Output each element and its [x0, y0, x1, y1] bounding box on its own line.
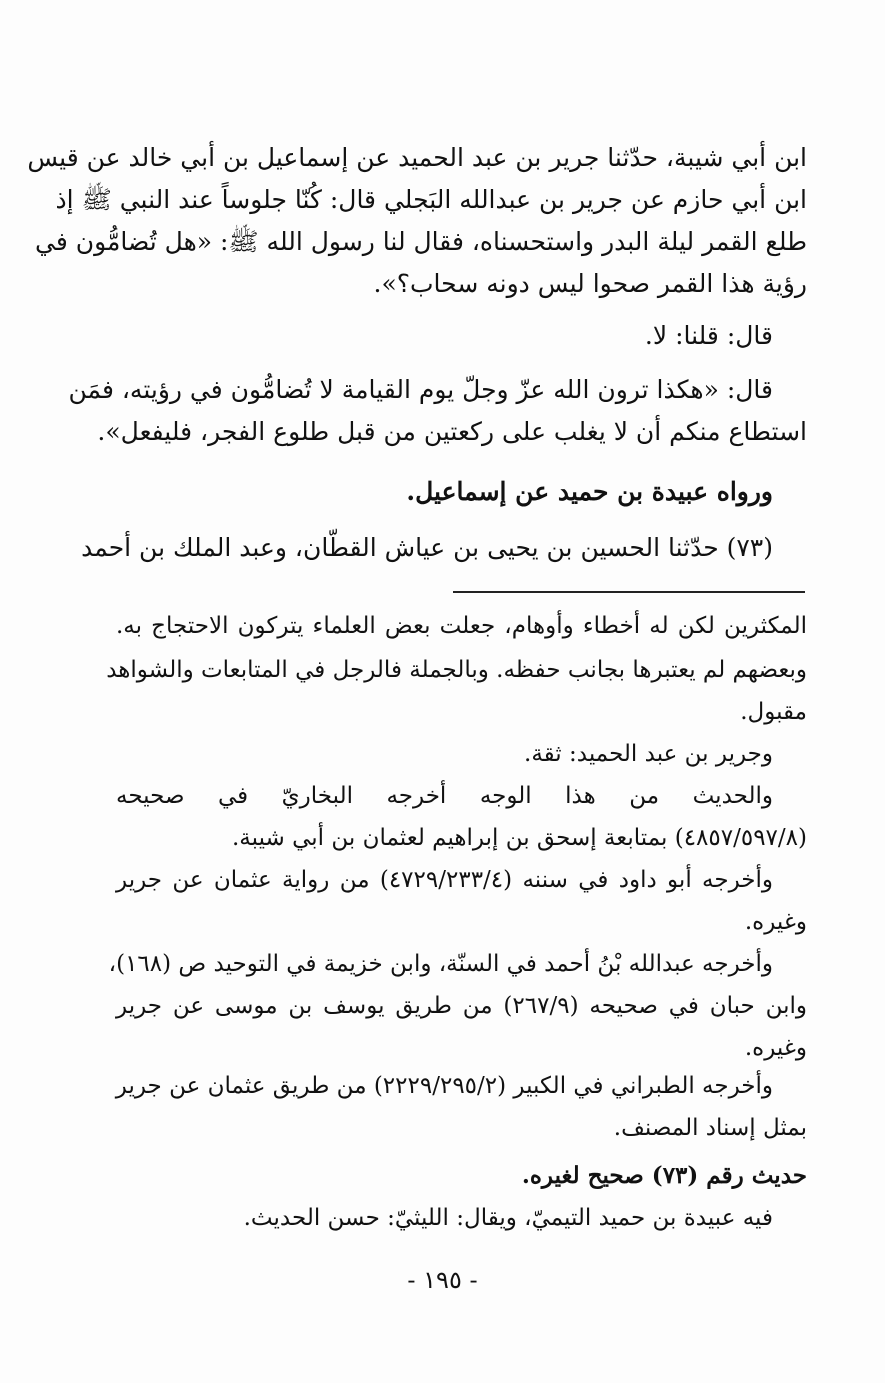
footnote-line-5: والحديث من هذا الوجه أخرجه البخاريّ في صحيحه: [116, 783, 773, 809]
main-line-7: (٧٣) حدّثنا الحسين بن يحيى بن عياش القطّان، وعبد الملك بن أحمد: [81, 533, 773, 562]
main-line-4: رؤية هذا القمر صحوا ليس دونه سحاب؟».: [373, 269, 807, 298]
footnote-line-10: وابن حبان في صحيحه (٢٦٧/٩) من طريق يوسف بن موسى عن جرير: [116, 993, 807, 1019]
main-line-5: قال: «هكذا ترون الله عزّ وجلّ يوم القيامة لا تُضامُّون في رؤيته، فمَن: [68, 375, 773, 404]
main-line-1: ابن أبي شيبة، حدّثنا جرير بن عبد الحميد عن إسماعيل بن أبي خالد عن قيس: [27, 143, 807, 172]
footnote-line-1: المكثرين لكن له أخطاء وأوهام، جعلت بعض العلماء يتركون الاحتجاج به.: [116, 613, 807, 639]
footnote-divider: [453, 591, 805, 593]
page-number: - ١٩٥ -: [407, 1266, 478, 1294]
footnote-line-14: فيه عبيدة بن حميد التيميّ، ويقال: الليثيّ: حسن الحديث.: [243, 1205, 773, 1231]
footnote-line-13: بمثل إسناد المصنف.: [613, 1115, 807, 1141]
main-line-3: طلع القمر ليلة البدر واستحسناه، فقال لنا رسول الله ﷺ: «هل تُضامُّون في: [35, 227, 807, 256]
footnote-line-12: وأخرجه الطبراني في الكبير (٢٢٢٩/٢٩٥/٢) من طريق عثمان عن جرير: [115, 1073, 773, 1099]
footnote-line-8: وغيره.: [744, 909, 807, 935]
footnote-line-4: وجرير بن عبد الحميد: ثقة.: [524, 741, 773, 767]
footnote-line-2: وبعضهم لم يعتبرها بجانب حفظه. وبالجملة فالرجل في المتابعات والشواهد: [106, 657, 807, 683]
footnote-line-11: وغيره.: [744, 1035, 807, 1061]
main-paragraph-4: ورواه عبيدة بن حميد عن إسماعيل.: [406, 477, 773, 506]
main-line-6: استطاع منكم أن لا يغلب على ركعتين من قبل طلوع الفجر، فليفعل».: [97, 417, 807, 446]
main-line-2: ابن أبي حازم عن جرير بن عبدالله البَجلي قال: كُنّا جلوساً عند النبي ﷺ إذ: [55, 185, 807, 214]
footnote-grade: حديث رقم (٧٣) صحيح لغيره.: [521, 1162, 807, 1189]
footnote-line-6: (٤٨٥٧/٥٩٧/٨) بمتابعة إسحق بن إبراهيم لعثمان بن أبي شيبة.: [231, 825, 807, 851]
footnote-line-3: مقبول.: [740, 699, 807, 725]
footnote-line-7: وأخرجه أبو داود في سننه (٤٧٢٩/٢٣٣/٤) من رواية عثمان عن جرير: [116, 867, 773, 893]
main-paragraph-2: قال: قلنا: لا.: [644, 321, 773, 350]
footnote-line-9: وأخرجه عبدالله بْنُ أحمد في السنّة، وابن خزيمة في التوحيد ص (١٦٨)،: [108, 951, 773, 977]
